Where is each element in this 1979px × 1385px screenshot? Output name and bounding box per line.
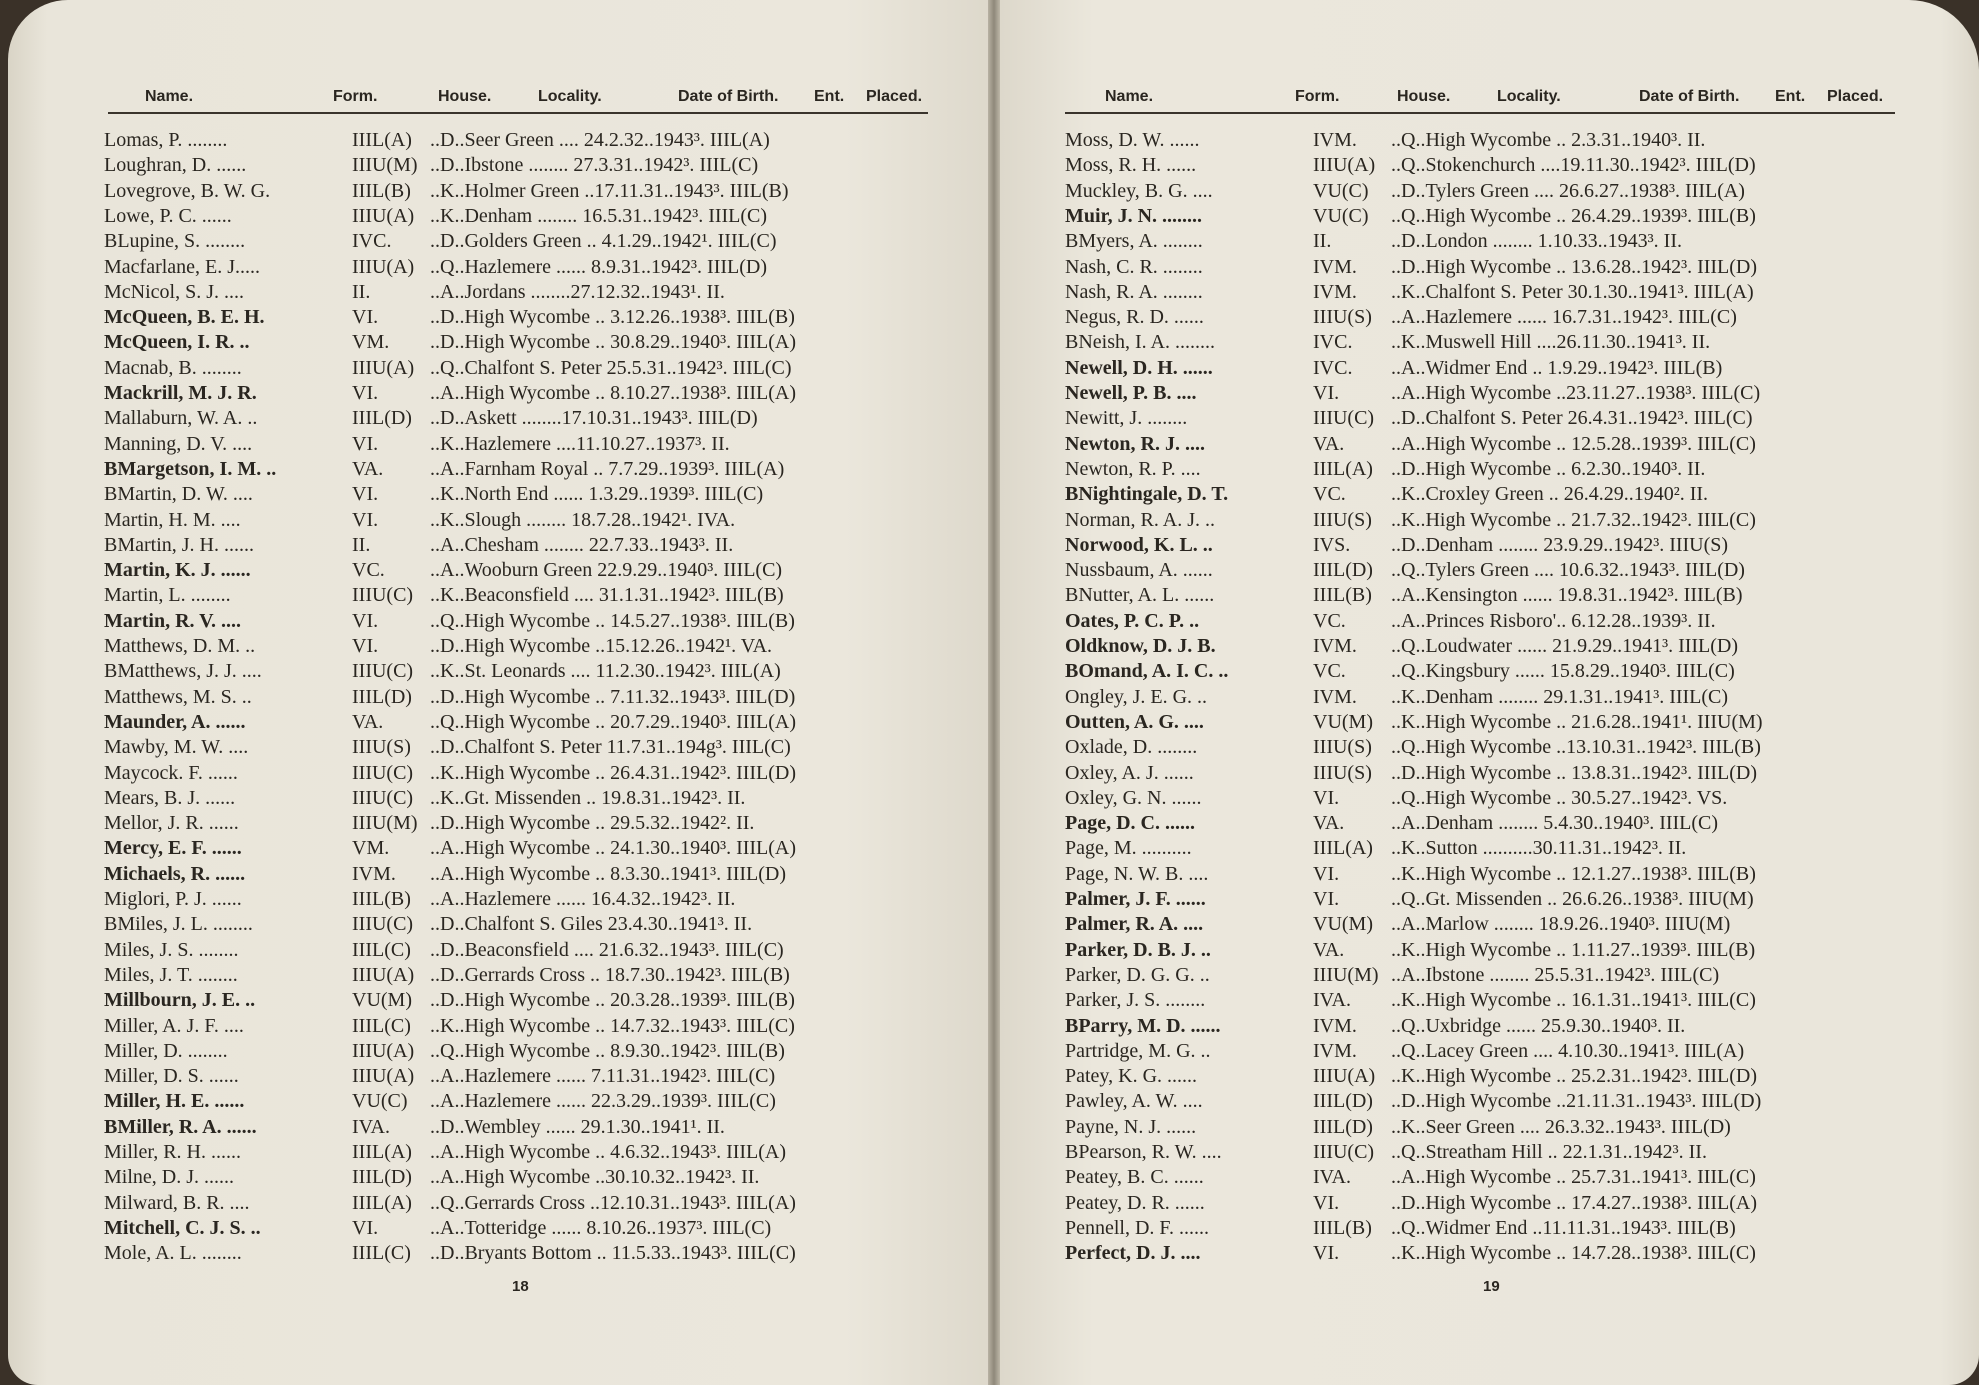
entry-name: Oxlade, D. ........ <box>1065 736 1198 759</box>
entry-name: Miles, J. S. ........ <box>104 938 239 961</box>
entry-form: IIIU(C) <box>352 660 414 683</box>
header-dob: Date of Birth. <box>678 88 779 105</box>
entry-form: IVM. <box>1313 280 1357 303</box>
entry-name: Partridge, M. G. .. <box>1065 1039 1211 1062</box>
entry-details: ..Q..Hazlemere ...... 8.9.31..1942³. IIIL(D) <box>430 255 768 278</box>
header-dob: Date of Birth. <box>1639 88 1740 105</box>
entry-name: Mellor, J. R. ...... <box>104 812 239 835</box>
entry-name: Maycock. F. ...... <box>104 761 238 784</box>
entry-form: IVA. <box>352 1115 390 1138</box>
entry-details: ..D..Chalfont S. Peter 26.4.31..1942³. IIIL(C) <box>1391 407 1753 430</box>
entry-details: ..A..High Wycombe .. 12.5.28..1939³. IIIL(C) <box>1391 432 1756 455</box>
entry-details: ..K..Denham ........ 29.1.31..1941³. IIIL(C) <box>1391 685 1729 708</box>
entry-form: VC. <box>352 559 385 582</box>
entry-details: ..K..Hazlemere ....11.10.27..1937³. II. <box>430 432 730 455</box>
entry-form: VM. <box>352 331 390 354</box>
entry-details: ..K..Croxley Green .. 26.4.29..1940². II. <box>1391 483 1709 506</box>
entry-name: Miller, R. H. ...... <box>104 1141 241 1163</box>
entry-name: Martin, L. ........ <box>104 584 231 607</box>
entry-form: IIIU(C) <box>1313 407 1375 430</box>
entry-details: ..D..Beaconsfield .... 21.6.32..1943³. IIIL(C) <box>430 938 784 961</box>
entry-form: VI. <box>352 609 379 632</box>
header-form: Form. <box>1295 88 1340 105</box>
entry-details: ..Q..High Wycombe .. 26.4.29..1939³. IIIL(B) <box>1391 204 1756 227</box>
entry-details: ..A..Princes Risboro'.. 6.12.28..1939³. II. <box>1391 609 1716 632</box>
entry-details: ..A..Ibstone ........ 25.5.31..1942³. IIIL(C) <box>1391 963 1720 986</box>
entry-form: IIIU(S) <box>1313 508 1372 531</box>
header-rule <box>1065 112 1895 114</box>
entry-name: Mitchell, C. J. S. .. <box>104 1216 261 1239</box>
entry-name: BMiles, J. L. ........ <box>104 913 253 936</box>
entry-name: Michaels, R. ...... <box>104 862 246 885</box>
entry-details: ..A..Kensington ...... 19.8.31..1942³. IIIL(B) <box>1391 584 1743 607</box>
entry-details: ..A..Jordans ........27.12.32..1943¹. II. <box>430 280 725 303</box>
entry-form: VU(M) <box>1313 913 1373 936</box>
entry-form: IIIU(A) <box>352 1065 415 1088</box>
entry-details: ..D..High Wycombe ..21.11.31..1943³. IIIL(D) <box>1391 1090 1762 1113</box>
entry-name: BNutter, A. L. ...... <box>1065 584 1215 607</box>
header-placed: Placed. <box>866 88 923 105</box>
entry-form: IIIU(M) <box>352 812 418 835</box>
entry-form: II. <box>352 533 371 556</box>
entry-form: VA. <box>352 457 384 480</box>
entry-form: IIIU(M) <box>352 154 418 177</box>
entry-form: IIIL(D) <box>1313 1115 1373 1138</box>
entry-details: ..K..Beaconsfield .... 31.1.31..1942³. IIIL(B) <box>430 584 784 607</box>
entry-details: ..A..High Wycombe .. 8.3.30..1941³. IIIL(D) <box>430 862 787 885</box>
entry-details: ..Q..Loudwater ...... 21.9.29..1941³. IIIL(D) <box>1391 635 1739 657</box>
entry-details: ..D..Chalfont S. Giles 23.4.30..1941³. II. <box>430 913 753 936</box>
entry-form: IIIL(A) <box>1313 837 1373 860</box>
entry-details: ..A..Denham ........ 5.4.30..1940³. IIIL(C) <box>1391 812 1719 835</box>
left-page <box>8 0 993 1385</box>
entry-form: IVM. <box>1313 129 1357 151</box>
entry-form: VU(M) <box>1313 710 1373 733</box>
entry-name: Parker, J. S. ........ <box>1065 989 1206 1012</box>
header-locality: Locality. <box>538 88 602 105</box>
entry-name: Muir, J. N. ........ <box>1065 204 1203 227</box>
entry-details: ..D..Gerrards Cross .. 18.7.30..1942³. IIIL(B) <box>430 963 790 986</box>
entry-name: Perfect, D. J. .... <box>1065 1242 1201 1265</box>
entry-name: Matthews, D. M. .. <box>104 635 256 657</box>
entry-details: ..Q..Widmer End ..11.11.31..1943³. IIIL(B) <box>1391 1216 1736 1239</box>
entry-details: ..Q..High Wycombe .. 8.9.30..1942³. IIIL(B) <box>430 1039 785 1062</box>
entry-form: IVA. <box>1313 989 1351 1012</box>
entry-details: ..D..High Wycombe .. 17.4.27..1938³. IIIL(A) <box>1391 1191 1758 1214</box>
entry-name: Manning, D. V. .... <box>104 432 253 455</box>
entry-name: BOmand, A. I. C. .. <box>1065 660 1229 683</box>
entry-form: IIIU(C) <box>352 761 414 784</box>
entry-details: ..D..Golders Green .. 4.1.29..1942¹. IIIL(C) <box>430 230 777 253</box>
entry-form: IIIU(A) <box>1313 1065 1376 1088</box>
entry-form: IIIL(B) <box>1313 1216 1372 1239</box>
entry-details: ..A..High Wycombe .. 24.1.30..1940³. IIIL(A) <box>430 837 797 860</box>
header-house: House. <box>1397 88 1451 105</box>
entry-details: ..D..High Wycombe .. 13.8.31..1942³. IIIL(D) <box>1391 761 1758 784</box>
entry-name: Nash, C. R. ........ <box>1065 255 1203 278</box>
entry-details: ..A..Hazlemere ...... 7.11.31..1942³. IIIL(C) <box>430 1065 776 1088</box>
entry-details: ..Q..Stokenchurch ....19.11.30..1942³. IIIL(D) <box>1391 154 1756 177</box>
entry-details: ..K..High Wycombe .. 12.1.27..1938³. IIIL(B) <box>1391 862 1756 885</box>
entry-form: VC. <box>1313 660 1346 683</box>
header-locality: Locality. <box>1497 88 1561 105</box>
entry-details: ..D..Wembley ...... 29.1.30..1941¹. II. <box>430 1115 725 1138</box>
entry-details: ..A..High Wycombe ..23.11.27..1938³. IIIL(C) <box>1391 382 1761 404</box>
entry-name: Mercy, E. F. ...... <box>104 837 242 860</box>
entry-name: Miller, D. S. ...... <box>104 1065 239 1088</box>
entry-details: ..D..High Wycombe .. 6.2.30..1940³. II. <box>1391 457 1706 480</box>
header-rule <box>108 112 928 114</box>
entry-form: IVC. <box>1313 331 1353 354</box>
entry-form: VI. <box>1313 862 1340 885</box>
entry-form: IIIL(A) <box>352 1141 412 1163</box>
entry-details: ..Q..High Wycombe .. 20.7.29..1940³. IIIL(A) <box>430 710 797 733</box>
entry-name: Mallaburn, W. A. .. <box>104 407 258 430</box>
entry-name: Martin, R. V. .... <box>104 609 242 632</box>
entry-name: BNightingale, D. T. <box>1065 483 1229 506</box>
entry-name: Newell, D. H. ...... <box>1065 356 1213 379</box>
entry-name: Norman, R. A. J. .. <box>1065 508 1215 531</box>
entry-details: ..K..Holmer Green ..17.11.31..1943³. IIIL(B) <box>430 179 789 202</box>
entry-form: VA. <box>352 710 384 733</box>
entry-details: ..D..Askett ........17.10.31..1943³. IIIL(D) <box>430 407 758 430</box>
entry-name: Lowe, P. C. ...... <box>104 204 232 227</box>
entry-name: Mears, B. J. ...... <box>104 786 236 809</box>
entry-details: ..D..High Wycombe .. 7.11.32..1943³. IIIL(D) <box>430 685 796 708</box>
entry-form: IIIL(D) <box>1313 559 1373 582</box>
entry-name: Miller, D. ........ <box>104 1039 228 1062</box>
entry-details: ..K..High Wycombe .. 1.11.27..1939³. IIIL(B) <box>1391 938 1756 961</box>
entry-details: ..K..High Wycombe .. 16.1.31..1941³. IIIL(C) <box>1391 989 1756 1012</box>
entry-name: Loughran, D. ...... <box>104 154 247 177</box>
entry-details: ..K..High Wycombe .. 14.7.32..1943³. IIIL(C) <box>430 1014 795 1037</box>
entry-form: VI. <box>1313 786 1340 809</box>
entry-form: VA. <box>1313 812 1345 835</box>
entry-details: ..D..High Wycombe .. 13.6.28..1942³. IIIL(D) <box>1391 255 1758 278</box>
entry-name: Norwood, K. L. .. <box>1065 533 1213 556</box>
entry-name: BMiller, R. A. ...... <box>104 1115 257 1138</box>
entry-name: Nussbaum, A. ...... <box>1065 559 1213 582</box>
entry-name: Oates, P. C. P. .. <box>1065 609 1200 632</box>
entry-name: Lovegrove, B. W. G. <box>104 179 271 202</box>
entry-form: IVC. <box>1313 356 1353 379</box>
header-placed: Placed. <box>1827 88 1884 105</box>
entry-name: Mackrill, M. J. R. <box>104 382 257 404</box>
entry-name: Macfarlane, E. J..... <box>104 255 261 278</box>
entry-form: IIIU(S) <box>352 736 411 759</box>
entry-form: IVM. <box>1313 1039 1357 1062</box>
entry-form: IIIU(A) <box>1313 154 1376 177</box>
entry-form: VM. <box>352 837 390 860</box>
entry-name: Miller, H. E. ...... <box>104 1090 245 1113</box>
entry-form: IIIU(S) <box>1313 736 1372 759</box>
entry-name: Moss, D. W. ...... <box>1065 129 1200 151</box>
entry-name: Newton, R. J. .... <box>1065 432 1205 455</box>
entry-details: ..A..High Wycombe ..30.10.32..1942³. II. <box>430 1166 760 1189</box>
entry-details: ..A..Hazlemere ...... 22.3.29..1939³. IIIL(C) <box>430 1090 776 1113</box>
entry-name: Nash, R. A. ........ <box>1065 280 1203 303</box>
entry-form: IVS. <box>1313 533 1351 556</box>
entry-name: Negus, R. D. ...... <box>1065 306 1204 329</box>
entry-details: ..D..High Wycombe .. 30.8.29..1940³. IIIL(A) <box>430 331 797 354</box>
entry-form: IVM. <box>1313 255 1357 278</box>
entry-name: Palmer, R. A. .... <box>1065 913 1204 936</box>
entry-name: Milward, B. R. .... <box>104 1191 250 1214</box>
entry-form: IIIL(B) <box>352 179 411 202</box>
header-house: House. <box>438 88 492 105</box>
entry-name: Lomas, P. ........ <box>104 129 228 151</box>
entry-name: BParry, M. D. ...... <box>1065 1014 1221 1037</box>
entry-details: ..K..St. Leonards .... 11.2.30..1942³. IIIL(A) <box>430 660 781 683</box>
entry-details: ..Q..Streatham Hill .. 22.1.31..1942³. II. <box>1391 1141 1707 1163</box>
entry-name: McQueen, I. R. .. <box>104 331 250 354</box>
entry-name: BMartin, J. H. ...... <box>104 533 254 556</box>
entry-form: VI. <box>1313 382 1340 404</box>
entry-form: IVC. <box>352 230 392 253</box>
entry-form: IIIU(C) <box>1313 1141 1375 1163</box>
entry-name: McQueen, B. E. H. <box>104 306 265 329</box>
entry-form: VI. <box>352 432 379 455</box>
entry-name: Pennell, D. F. ...... <box>1065 1216 1209 1239</box>
entry-name: Miglori, P. J. ...... <box>104 888 242 910</box>
entry-form: VI. <box>352 306 379 329</box>
entry-form: VI. <box>352 635 379 657</box>
entry-details: ..A..Totteridge ...... 8.10.26..1937³. IIIL(C) <box>430 1216 772 1239</box>
entry-details: ..D..London ........ 1.10.33..1943³. II. <box>1391 230 1682 253</box>
entry-form: IIIU(A) <box>352 963 415 986</box>
header-ent: Ent. <box>1775 88 1806 105</box>
entry-form: IIIL(B) <box>352 888 411 910</box>
right-column-headers <box>995 88 1979 110</box>
entry-details: ..K..High Wycombe .. 25.2.31..1942³. IIIL(D) <box>1391 1065 1758 1088</box>
entry-form: IIIL(D) <box>352 685 412 708</box>
entry-name: McNicol, S. J. .... <box>104 280 244 303</box>
entry-form: IIIU(A) <box>352 1039 415 1062</box>
entry-details: ..K..Slough ........ 18.7.28..1942¹. IVA. <box>430 508 736 531</box>
entry-name: Maunder, A. ...... <box>104 710 246 733</box>
entry-name: BPearson, R. W. .... <box>1065 1141 1222 1163</box>
entry-form: IVA. <box>1313 1166 1351 1189</box>
entry-details: ..Q..Kingsbury ...... 15.8.29..1940³. IIIL(C) <box>1391 660 1735 683</box>
entry-name: Oxley, G. N. ...... <box>1065 786 1202 809</box>
entry-details: ..Q..Chalfont S. Peter 25.5.31..1942³. IIIL(C) <box>430 356 792 379</box>
entry-details: ..A..Widmer End .. 1.9.29..1942³. IIIL(B) <box>1391 356 1723 379</box>
entry-name: Parker, D. B. J. .. <box>1065 938 1211 961</box>
entry-form: IIIU(A) <box>352 255 415 278</box>
entry-details: ..A..High Wycombe .. 8.10.27..1938³. IIIL(A) <box>430 382 797 404</box>
entry-name: Miles, J. T. ........ <box>104 963 238 986</box>
entry-name: Page, D. C. ...... <box>1065 812 1195 835</box>
entry-form: IIIU(A) <box>352 204 415 227</box>
entry-details: ..K..Chalfont S. Peter 30.1.30..1941³. IIIL(A) <box>1391 280 1754 303</box>
entry-details: ..K..Sutton ..........30.11.31..1942³. II. <box>1391 837 1687 860</box>
entry-form: IIIU(C) <box>352 913 414 936</box>
entry-details: ..Q..High Wycombe .. 2.3.31..1940³. II. <box>1391 129 1706 151</box>
entry-name: Outten, A. G. .... <box>1065 710 1204 733</box>
entry-details: ..A..Hazlemere ...... 16.7.31..1942³. IIIL(C) <box>1391 306 1737 329</box>
entry-name: Milne, D. J. ...... <box>104 1166 234 1189</box>
entry-name: Mole, A. L. ........ <box>104 1242 242 1265</box>
entry-name: BMartin, D. W. .... <box>104 483 253 506</box>
entry-details: ..D..High Wycombe .. 20.3.28..1939³. IIIL(B) <box>430 989 795 1012</box>
entry-form: VI. <box>1313 1242 1340 1265</box>
entry-details: ..D..High Wycombe .. 29.5.32..1942². II. <box>430 812 755 835</box>
entry-name: Millbourn, J. E. .. <box>104 989 256 1012</box>
entry-name: Parker, D. G. G. .. <box>1065 963 1210 986</box>
entry-form: IIIL(A) <box>352 1191 412 1214</box>
page-number: 19 <box>1483 1278 1500 1295</box>
entry-form: IIIU(S) <box>1313 306 1372 329</box>
entry-form: IIIU(M) <box>1313 963 1379 986</box>
entry-details: ..A..High Wycombe .. 4.6.32..1943³. IIIL(A) <box>430 1141 787 1163</box>
entry-form: VC. <box>1313 483 1346 506</box>
entry-details: ..K..High Wycombe .. 26.4.31..1942³. IIIL(D) <box>430 761 797 784</box>
entry-form: VU(C) <box>1313 179 1369 202</box>
entry-form: IIIL(C) <box>352 938 411 961</box>
header-name: Name. <box>1105 88 1154 105</box>
entry-details: ..Q..High Wycombe .. 30.5.27..1942³. VS. <box>1391 786 1728 809</box>
entry-form: VU(C) <box>1313 204 1369 227</box>
entry-name: BMatthews, J. J. .... <box>104 660 262 683</box>
entry-name: Page, N. W. B. .... <box>1065 862 1209 885</box>
entry-details: ..K..Muswell Hill ....26.11.30..1941³. II. <box>1391 331 1711 354</box>
entry-name: Peatey, B. C. ...... <box>1065 1166 1204 1189</box>
entry-form: IVM. <box>1313 635 1357 657</box>
entry-name: Palmer, J. F. ...... <box>1065 888 1206 910</box>
entry-name: Ongley, J. E. G. .. <box>1065 685 1208 708</box>
entry-name: Peatey, D. R. ...... <box>1065 1191 1205 1214</box>
entry-form: VI. <box>352 382 379 404</box>
entry-details: ..D..Seer Green .... 24.2.32..1943³. IIIL(A) <box>430 129 770 151</box>
entry-details: ..A..Farnham Royal .. 7.7.29..1939³. IIIL(A) <box>430 457 785 480</box>
entry-details: ..A..Wooburn Green 22.9.29..1940³. IIIL(C) <box>430 559 783 582</box>
entry-details: ..D..Chalfont S. Peter 11.7.31..194g³. IIIL(C) <box>430 736 791 759</box>
entry-form: VI. <box>352 1216 379 1239</box>
entry-form: IIIL(B) <box>1313 584 1372 607</box>
entry-details: ..D..Denham ........ 23.9.29..1942³. IIIU(S) <box>1391 533 1729 556</box>
entry-name: Moss, R. H. ...... <box>1065 154 1197 177</box>
entry-name: BMargetson, I. M. .. <box>104 457 277 480</box>
entry-form: IVM. <box>1313 685 1357 708</box>
entry-form: VC. <box>1313 609 1346 632</box>
entry-form: VA. <box>1313 938 1345 961</box>
entry-details: ..D..Bryants Bottom .. 11.5.33..1943³. IIIL(C) <box>430 1242 796 1265</box>
entry-details: ..K..High Wycombe .. 21.6.28..1941¹. IIIU(M) <box>1391 710 1763 733</box>
entry-form: VI. <box>352 508 379 531</box>
entry-details: ..D..High Wycombe .. 3.12.26..1938³. IIIL(B) <box>430 306 795 329</box>
entry-name: Oldknow, D. J. B. <box>1065 635 1216 657</box>
entry-form: IIIL(D) <box>352 407 412 430</box>
entry-form: IIIU(A) <box>352 356 415 379</box>
entry-details: ..K..High Wycombe .. 14.7.28..1938³. IIIL(C) <box>1391 1242 1756 1265</box>
entry-details: ..K..Gt. Missenden .. 19.8.31..1942³. II. <box>430 786 746 809</box>
entry-name: Patey, K. G. ...... <box>1065 1065 1198 1088</box>
entry-name: Newitt, J. ........ <box>1065 407 1188 430</box>
entry-name: Page, M. .......... <box>1065 837 1192 860</box>
entry-name: Miller, A. J. F. .... <box>104 1014 244 1037</box>
header-ent: Ent. <box>814 88 845 105</box>
entry-details: ..Q..High Wycombe .. 14.5.27..1938³. IIIL(B) <box>430 609 795 632</box>
left-column-headers <box>8 88 993 110</box>
entry-name: Matthews, M. S. .. <box>104 685 252 708</box>
entry-details: ..K..Seer Green .... 26.3.32..1943³. IIIL(D) <box>1391 1115 1731 1138</box>
entry-form: VI. <box>1313 1191 1340 1214</box>
entry-name: Oxley, A. J. ...... <box>1065 761 1194 784</box>
entry-form: IIIL(C) <box>352 1014 411 1037</box>
entry-details: ..Q..Uxbridge ...... 25.9.30..1940³. II. <box>1391 1014 1686 1037</box>
entry-details: ..A..Marlow ........ 18.9.26..1940³. IIIU(M) <box>1391 913 1731 936</box>
entry-details: ..D..Tylers Green .... 26.6.27..1938³. IIIL(A) <box>1391 179 1745 202</box>
page-number: 18 <box>512 1278 529 1295</box>
entry-form: II. <box>1313 230 1332 253</box>
entry-details: ..Q..Gt. Missenden .. 26.6.26..1938³. IIIU(M) <box>1391 888 1754 910</box>
entry-details: ..K..Denham ........ 16.5.31..1942³. IIIL(C) <box>430 204 768 227</box>
entry-name: Newton, R. P. .... <box>1065 457 1201 480</box>
entry-name: Martin, K. J. ...... <box>104 559 251 582</box>
entry-name: Muckley, B. G. .... <box>1065 179 1213 202</box>
entry-details: ..A..Hazlemere ...... 16.4.32..1942³. II. <box>430 888 736 910</box>
entry-form: IIIL(D) <box>352 1166 412 1189</box>
entry-name: Macnab, B. ........ <box>104 356 242 379</box>
entry-name: Newell, P. B. .... <box>1065 382 1197 404</box>
entry-form: IIIL(A) <box>1313 457 1373 480</box>
entry-form: IVM. <box>352 862 396 885</box>
entry-form: IIIL(A) <box>352 129 412 151</box>
entry-details: ..K..North End ...... 1.3.29..1939³. IIIL(C) <box>430 483 764 506</box>
entry-details: ..Q..Gerrards Cross ..12.10.31..1943³. IIIL(A) <box>430 1191 796 1214</box>
entry-name: Martin, H. M. .... <box>104 508 241 531</box>
book-spine <box>988 0 1000 1385</box>
entry-form: IIIU(C) <box>352 786 414 809</box>
entry-form: IIIU(C) <box>352 584 414 607</box>
entry-name: BMyers, A. ........ <box>1065 230 1203 253</box>
entry-details: ..D..High Wycombe ..15.12.26..1942¹. VA. <box>430 635 773 657</box>
entry-form: II. <box>352 280 371 303</box>
entry-details: ..Q..Tylers Green .... 10.6.32..1943³. IIIL(D) <box>1391 559 1745 582</box>
entry-form: VU(C) <box>352 1090 408 1113</box>
entry-form: VI. <box>1313 888 1340 910</box>
entry-form: VA. <box>1313 432 1345 455</box>
entry-name: Payne, N. J. ...... <box>1065 1115 1197 1138</box>
entry-form: IIIL(D) <box>1313 1090 1373 1113</box>
entry-form: IIIL(C) <box>352 1242 411 1265</box>
entry-name: Mawby, M. W. .... <box>104 736 249 759</box>
entry-details: ..D..Ibstone ........ 27.3.31..1942³. IIIL(C) <box>430 154 759 177</box>
header-form: Form. <box>333 88 378 105</box>
entry-form: VI. <box>352 483 379 506</box>
entry-details: ..A..High Wycombe .. 25.7.31..1941³. IIIL(C) <box>1391 1166 1756 1189</box>
right-page <box>995 0 1979 1385</box>
entry-details: ..Q..Lacey Green .... 4.10.30..1941³. IIIL(A) <box>1391 1039 1745 1062</box>
entry-form: IVM. <box>1313 1014 1357 1037</box>
entry-name: Pawley, A. W. .... <box>1065 1090 1203 1113</box>
entry-details: ..Q..High Wycombe ..13.10.31..1942³. IIIL(B) <box>1391 736 1761 759</box>
entry-form: VU(M) <box>352 989 412 1012</box>
entry-name: BNeish, I. A. ........ <box>1065 331 1215 354</box>
entry-form: IIIU(S) <box>1313 761 1372 784</box>
entry-name: BLupine, S. ........ <box>104 230 246 253</box>
entry-details: ..K..High Wycombe .. 21.7.32..1942³. IIIL(C) <box>1391 508 1756 531</box>
header-name: Name. <box>145 88 194 105</box>
entry-details: ..A..Chesham ........ 22.7.33..1943³. II. <box>430 533 734 556</box>
